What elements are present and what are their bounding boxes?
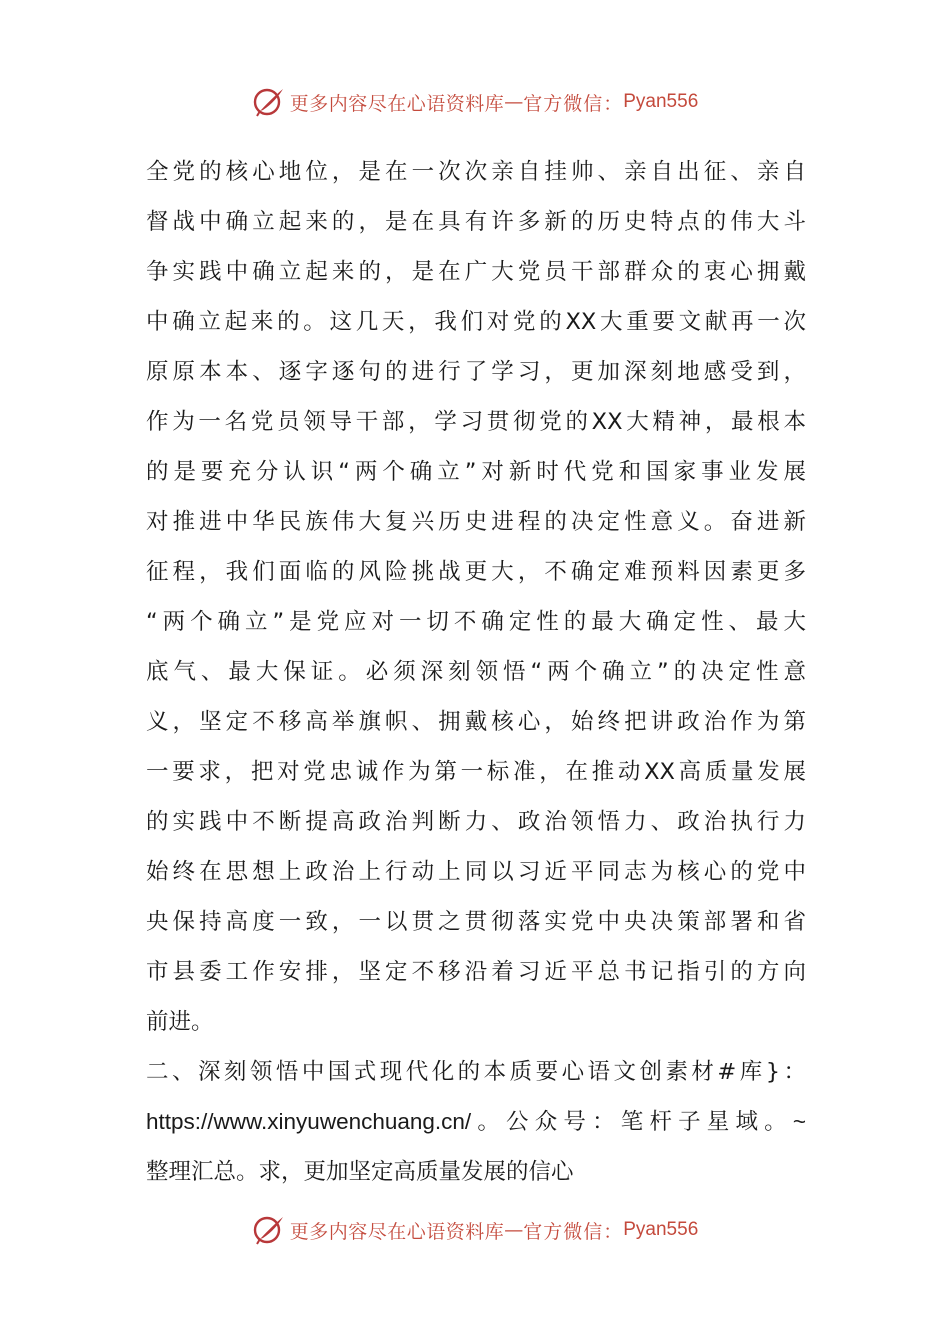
body-line: 央保持高度一致，一以贯之贯彻落实党中央决策部署和省 [146,909,806,935]
quill-logo-icon [252,85,286,119]
url-line: https://www.xinyuwenchuang.cn/。公众号：笔杆子星域。~ [146,1109,806,1134]
body-line: 义，坚定不移高举旗帜、拥戴核心，始终把讲政治作为第 [146,709,806,735]
banner-wechat-label: 官方微信： [523,92,624,115]
header-banner [0,80,950,124]
body-line: 底气、最大保证。必须深刻领悟“两个确立”的决定性意 [146,659,806,685]
body-line: 原原本本、逐字逐句的进行了学习，更加深刻地感受到， [146,359,806,385]
body-line: 的实践中不断提高政治判断力、政治领悟力、政治执行力 [146,809,806,835]
body-line: 对推进中华民族伟大复兴历史进程的决定性意义。奋进新 [146,509,806,535]
body-line: 始终在思想上政治上行动上同以习近平同志为核心的党中 [146,859,806,885]
banner-wechat-id: Pyan556 [623,1219,699,1240]
body-line: 督战中确立起来的，是在具有许多新的历史特点的伟大斗 [146,209,806,235]
section-heading-line: 二、深刻领悟中国式现代化的本质要心语文创素材#库}： [146,1059,806,1085]
body-line: 整理汇总。求，更加坚定高质量发展的信心 [146,1159,574,1185]
body-line: 征程，我们面临的风险挑战更大，不确定难预料因素更多 [146,559,806,585]
body-line: 前进。 [146,1009,214,1035]
body-line: 争实践中确立起来的，是在广大党员干部群众的衷心拥戴 [146,259,806,285]
banner-dash: — [504,91,524,113]
body-line: 一要求，把对党忠诚作为第一标准，在推动XX高质量发展 [146,759,806,785]
body-line: “两个确立”是党应对一切不确定性的最大确定性、最大 [146,609,806,635]
banner-wechat-id: Pyan556 [623,91,699,112]
document-body [146,147,806,1197]
banner-brand-text: 更多内容尽在心语资料库 [289,1220,505,1243]
body-line: 中确立起来的。这几天，我们对党的XX大重要文献再一次 [146,309,806,335]
body-line: 全党的核心地位，是在一次次亲自挂帅、亲自出征、亲自 [146,159,806,185]
footer-banner [0,1208,950,1252]
banner-dash: — [504,1219,524,1241]
body-line: 的是要充分认识“两个确立”对新时代党和国家事业发展 [146,459,806,485]
banner-brand-text: 更多内容尽在心语资料库 [289,92,505,115]
body-line: 市县委工作安排，坚定不移沿着习近平总书记指引的方向 [146,959,806,985]
banner-wechat-label: 官方微信： [523,1220,624,1243]
quill-logo-icon [252,1213,286,1247]
body-line: 作为一名党员领导干部，学习贯彻党的XX大精神，最根本 [146,409,806,435]
